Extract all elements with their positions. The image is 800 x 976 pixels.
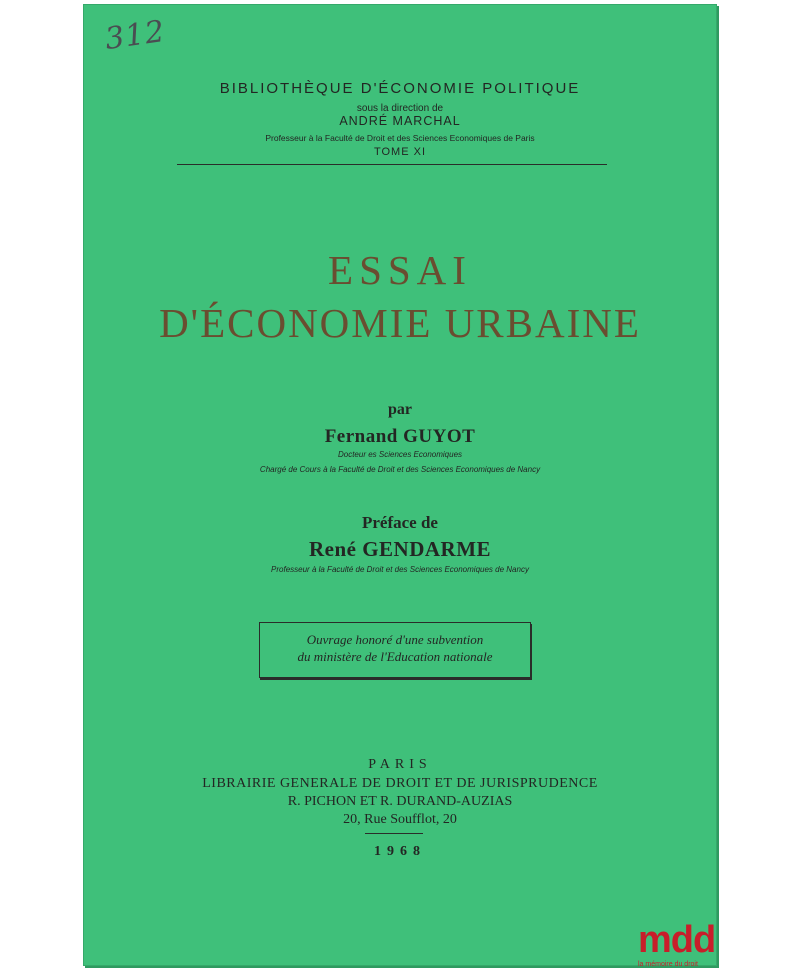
author-by: par [388,401,412,418]
publisher-partners: R. PICHON ET R. DURAND-AUZIAS [287,794,513,809]
logo-mark: mdd [638,919,716,961]
mdd-logo [638,921,720,973]
publisher-divider [365,833,423,834]
book-title-line-1: ESSAI [328,247,472,293]
preface-author: René GENDARME [308,537,492,561]
handwritten-note: 312 [102,13,168,58]
publication-year: 1968 [374,844,426,859]
author-name: Fernand GUYOT [324,426,476,447]
author-position: Chargé de Cours à la Faculté de Droit et des Sciences Economiques de Nancy [259,465,541,474]
publisher-name: LIBRAIRIE GENERALE DE DROIT ET DE JURISPRUDENCE [202,776,598,791]
author-degree: Docteur es Sciences Economiques [337,450,463,459]
subsidy-line-2: du ministère de l'Education nationale [297,649,493,664]
book-cover [83,4,717,966]
series-tome: TOME XI [373,146,427,158]
series-director-affiliation: Professeur à la Faculté de Droit et des Sciences Economiques de Paris [265,133,535,143]
series-title: BIBLIOTHÈQUE D'ÉCONOMIE POLITIQUE [219,80,581,97]
publisher-city: PARIS [368,757,432,772]
series-direction: sous la direction de [356,103,444,114]
book-title-line-2: D'ÉCONOMIE URBAINE [159,300,641,346]
preface-label: Préface de [362,513,438,532]
subsidy-line-1: Ouvrage honoré d'une subvention [306,632,484,647]
preface-affiliation: Professeur à la Faculté de Droit et des Sciences Economiques de Nancy [271,565,529,574]
logo-tagline: la mémoire du droit [638,961,698,968]
publisher-address: 20, Rue Soufflot, 20 [343,812,457,827]
header-divider [177,164,607,165]
subsidy-box [259,622,531,678]
series-director: ANDRÉ MARCHAL [339,114,461,128]
